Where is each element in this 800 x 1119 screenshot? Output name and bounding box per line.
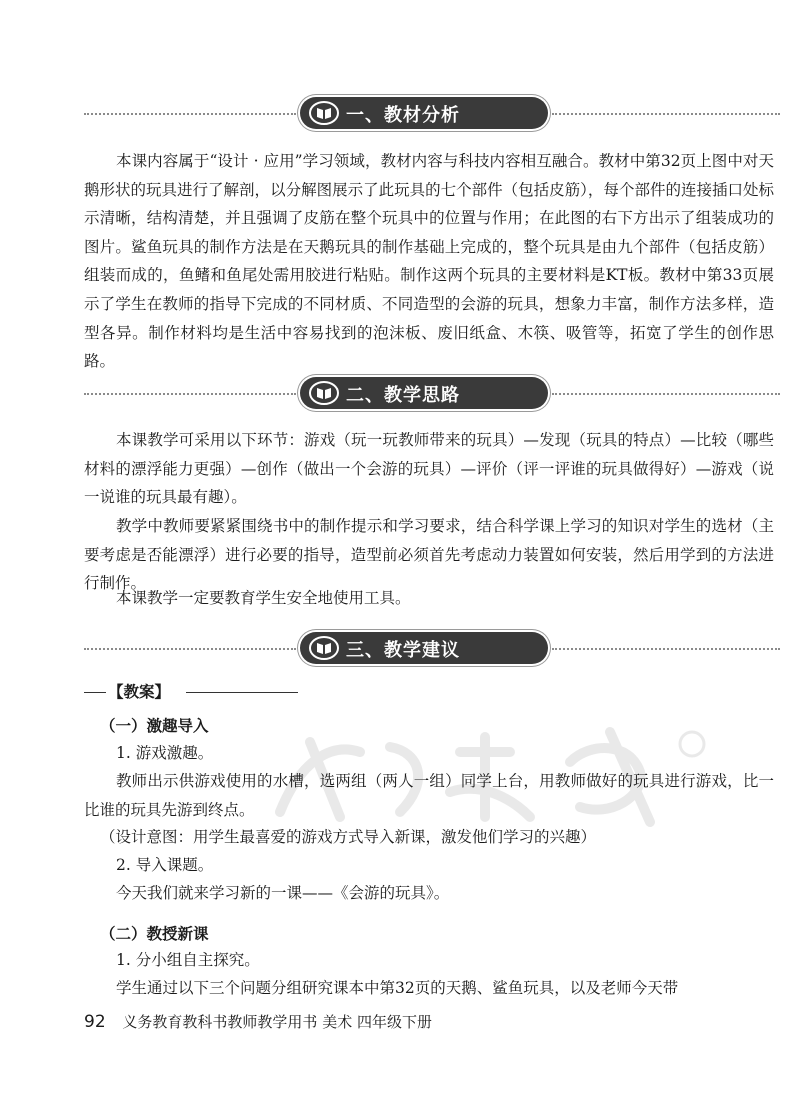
list-item: 2. 导入课题。 [116,856,214,874]
paragraph: 本课教学可采用以下环节：游戏（玩一玩教师带来的玩具）—发现（玩具的特点）—比较（哪些材料的漂浮能力更强）—创作（做出一个会游的玩具）—评价（评一评谁的玩具做得好）—游戏（说一说谁的玩具最有趣）。 [84,431,774,507]
dotted-rule-right [552,648,780,650]
page-number: 92 [84,1012,106,1032]
book-icon [308,635,340,661]
book-icon [308,100,340,126]
rule [84,692,106,693]
section-header-3 [84,632,780,666]
section-title-pill [300,632,548,664]
design-note: （设计意图：用学生最喜爱的游戏方式导入新课，激发他们学习的兴趣） [100,828,597,846]
paragraph: 教学中教师要紧紧围绕书中的制作提示和学习要求，结合科学课上学习的知识对学生的选材（主要考虑是否能漂浮）进行必要的指导，造型前必须首先考虑动力装置如何安装，然后用学到的方法进行制作。 [84,517,774,593]
subsection-heading: （二）教授新课 [100,925,209,943]
rule [186,692,298,693]
subsection-heading: （一）激趣导入 [100,717,209,735]
dotted-rule-left [84,648,296,650]
section-header-1 [84,97,780,131]
book-title: 义务教育教科书教师教学用书 美术 四年级下册 [122,1013,432,1031]
paragraph: 本课教学一定要教育学生安全地使用工具。 [116,589,411,607]
section-header-2 [84,377,780,411]
paragraph: 本课内容属于“设计 · 应用”学习领域，教材内容与科技内容相互融合。教材中第32页上图中对天鹅形状的玩具进行了解剖，以分解图展示了此玩具的七个部件（包括皮筋），每个部件的连接插口处标示清晰，结构清楚，并且强调了皮筋在整个玩具中的位置与作用；在此图的右下方出示了组装成功的图片。鲨鱼玩具的制作方法是在天鹅玩具的制作基础上完成的，整个玩具是由九个部件（包括皮筋）组装而成的，鱼鳍和鱼尾处需用胶进行粘贴。制作这两个玩具的主要材料是KT板。教材中第33页展示了学生在教师的指导下完成的不同材质、不同造型的会游的玩具，想象力丰富，制作方法多样，造型各异。制作材料均是生活中容易找到的泡沫板、废旧纸盒、木筷、吸管等，拓宽了学生的创作思路。 [84,152,774,371]
book-icon [308,380,340,406]
lesson-plan-label [84,680,298,704]
dotted-rule-left [84,393,296,395]
section-title-pill [300,377,548,409]
lesson-plan-title: 【教案】 [108,683,171,701]
dotted-rule-left [84,113,296,115]
section-title: 一、教材分析 [346,105,460,126]
page-footer [84,1011,432,1032]
section-title: 二、教学思路 [346,385,460,406]
paragraph: 学生通过以下三个问题分组研究课本中第32页的天鹅、鲨鱼玩具，以及老师今天带 [116,979,679,997]
list-item: 1. 分小组自主探究。 [116,951,260,969]
paragraph: 今天我们就来学习新的一课——《会游的玩具》。 [116,884,450,902]
list-item: 1. 游戏激趣。 [116,744,214,762]
paragraph: 教师出示供游戏使用的水槽，选两组（两人一组）同学上台，用教师做好的玩具进行游戏，比一比谁的玩具先游到终点。 [84,772,774,819]
section-title: 三、教学建议 [346,640,460,661]
section-title-pill [300,97,548,129]
dotted-rule-right [552,113,780,115]
dotted-rule-right [552,393,780,395]
